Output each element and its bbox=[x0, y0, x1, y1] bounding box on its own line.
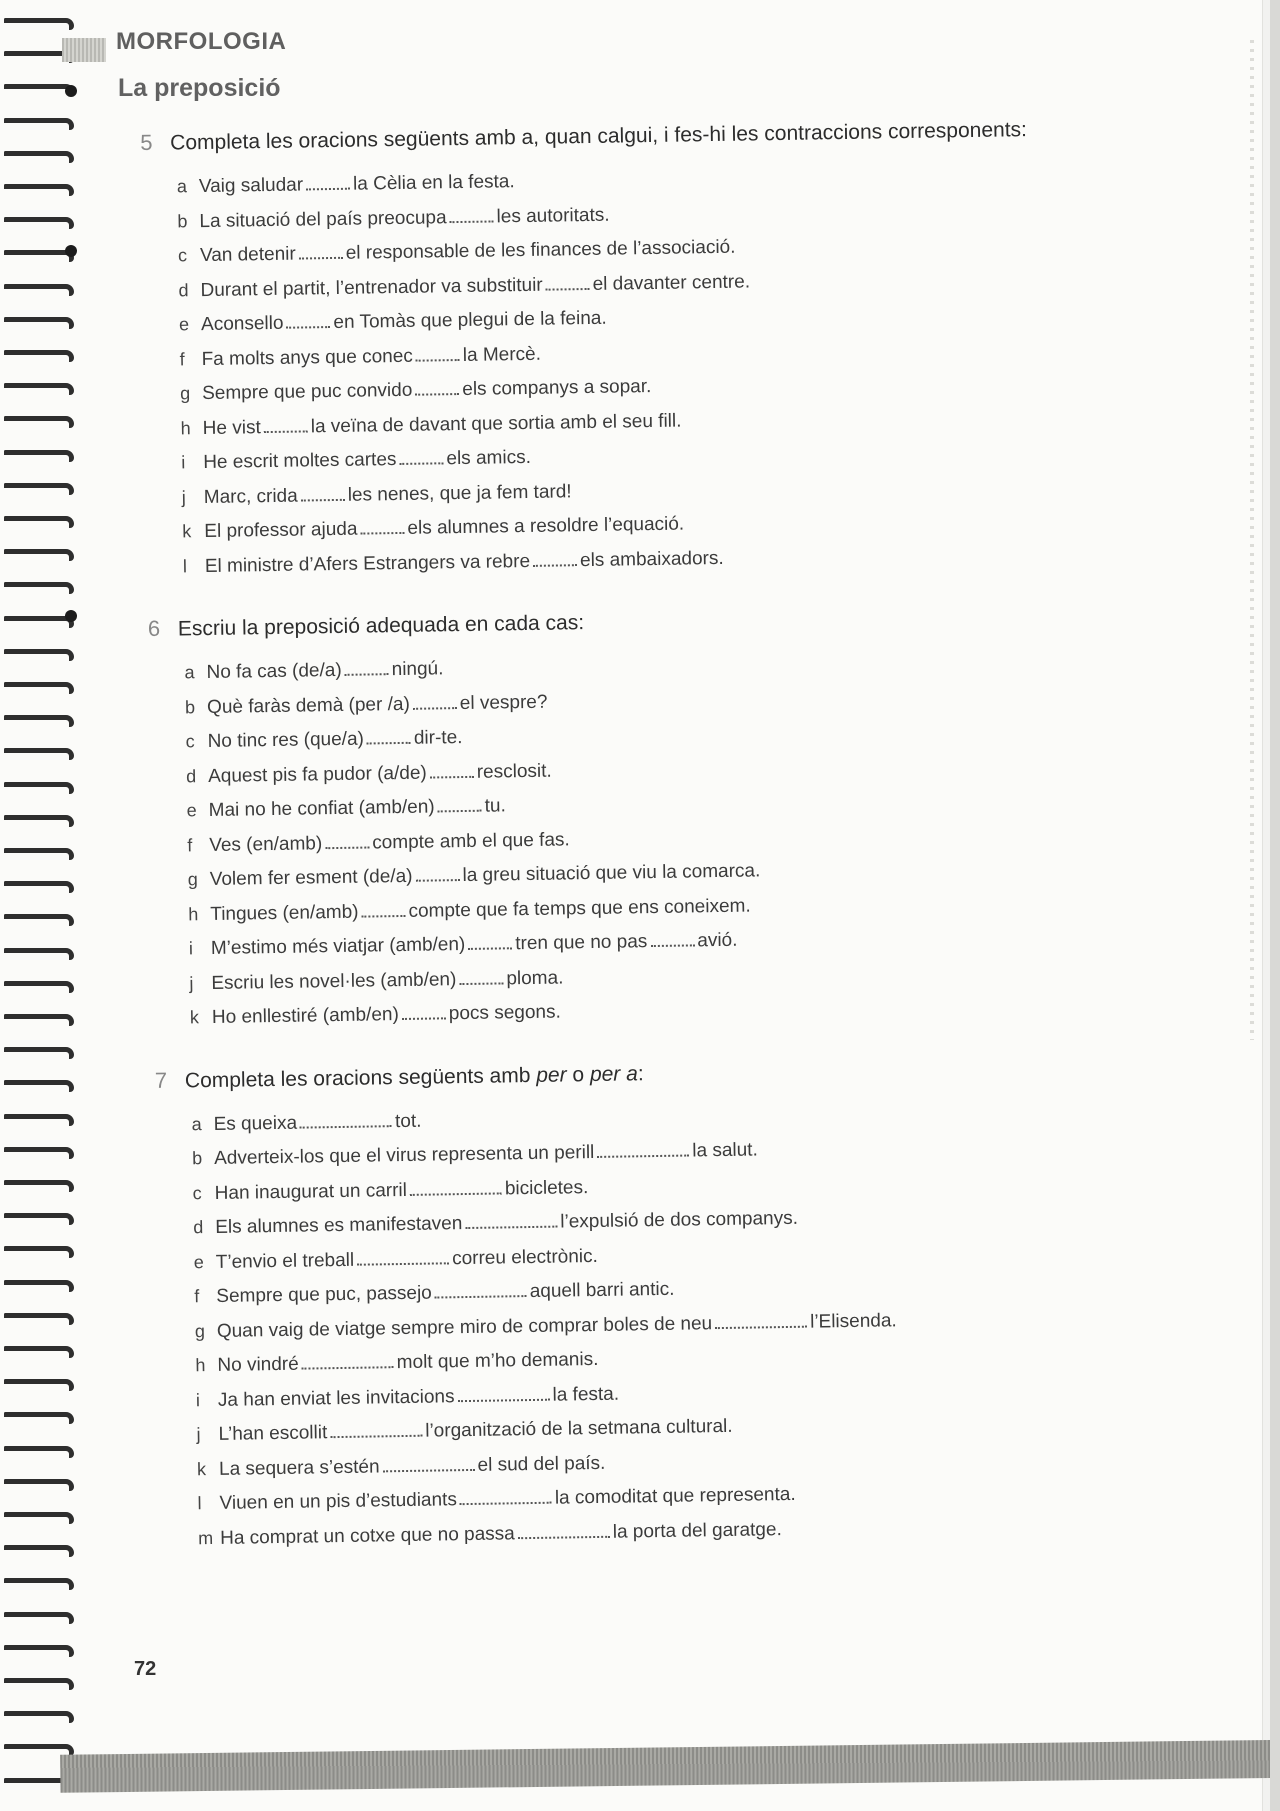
item-text-before: La sequera s’estén bbox=[218, 1455, 380, 1480]
spiral-ring bbox=[4, 516, 74, 528]
item-text-before: Escriu les novel·les (amb/en) bbox=[211, 968, 457, 994]
punch-hole bbox=[65, 610, 77, 622]
item-text-after: el sud del país. bbox=[477, 1452, 606, 1476]
spiral-ring bbox=[4, 1412, 74, 1424]
item-letter: l bbox=[182, 555, 188, 576]
spiral-ring bbox=[4, 1313, 74, 1325]
item-text-after: la festa. bbox=[552, 1383, 620, 1406]
item-text-before: He vist bbox=[202, 416, 261, 439]
item-text-after: el davanter centre. bbox=[592, 270, 751, 295]
answer-blank[interactable] bbox=[458, 1394, 550, 1401]
item-text-after: dir-te. bbox=[413, 727, 463, 749]
answer-blank[interactable] bbox=[415, 389, 459, 396]
item-text-after: els companys a sopar. bbox=[462, 376, 652, 400]
answer-blank[interactable] bbox=[416, 355, 460, 362]
spiral-ring bbox=[4, 1379, 74, 1391]
spiral-ring bbox=[4, 1180, 74, 1192]
item-text-before: La situació del país preocupa bbox=[199, 206, 447, 232]
item-text-after: l’organització de la setmana cultural. bbox=[425, 1415, 733, 1442]
item-text-after: l’expulsió de dos companys. bbox=[560, 1207, 799, 1233]
item-text-before: T’envio el treball bbox=[215, 1249, 355, 1273]
item-text-after: tot. bbox=[394, 1110, 422, 1132]
item-text-before: Ves (en/amb) bbox=[209, 832, 323, 856]
item-letter: g bbox=[194, 1320, 206, 1341]
answer-blank[interactable] bbox=[518, 1531, 610, 1538]
item-letter: j bbox=[181, 486, 186, 507]
exercise-instruction: Completa les oracions següents amb a, quan calgui, i fes-hi les contraccions corresponents: bbox=[170, 118, 1028, 155]
answer-blank[interactable] bbox=[345, 669, 389, 676]
spiral-ring bbox=[4, 815, 74, 827]
item-text-after: resclosit. bbox=[476, 760, 552, 783]
item-text-before: Tingues (en/amb) bbox=[210, 901, 359, 925]
page-edge bbox=[1262, 0, 1270, 1811]
spiral-ring bbox=[4, 151, 74, 163]
spiral-ring bbox=[4, 1678, 74, 1690]
answer-blank[interactable] bbox=[300, 1121, 392, 1128]
item-text-after: el responsable de les finances de l’associació. bbox=[345, 236, 736, 264]
item-letter: c bbox=[185, 731, 195, 752]
item-text-before: Vaig saludar bbox=[198, 174, 304, 198]
item-letter: c bbox=[177, 245, 188, 266]
answer-blank[interactable] bbox=[460, 1498, 552, 1505]
item-text-before: M’estimo més viatjar (amb/en) bbox=[210, 933, 466, 959]
exercise-title bbox=[148, 601, 1068, 641]
spiral-ring bbox=[4, 1512, 74, 1524]
spiral-ring bbox=[4, 1213, 74, 1225]
spiral-ring bbox=[4, 549, 74, 561]
item-text-before: No tinc res (que/a) bbox=[207, 728, 365, 753]
spiral-ring bbox=[4, 18, 74, 30]
item-text-after: pocs segons. bbox=[448, 1001, 561, 1025]
answer-blank[interactable] bbox=[715, 1321, 807, 1328]
item-text-after: les autoritats. bbox=[496, 204, 610, 227]
item-text-before: Aconsello bbox=[200, 312, 284, 336]
item-text-before: Aquest pis fa pudor (a/de) bbox=[207, 762, 427, 787]
item-text-after: la veïna de davant que sortia amb el seu fill. bbox=[310, 410, 682, 437]
scan-artifact bbox=[1250, 40, 1254, 1040]
item-letter: i bbox=[195, 1389, 201, 1410]
item-text-before: Sempre que puc, passejo bbox=[216, 1282, 432, 1307]
spiral-ring bbox=[4, 649, 74, 661]
item-text-after: molt que m’ho demanis. bbox=[396, 1348, 599, 1374]
item-text-before: Sempre que puc convido bbox=[201, 379, 413, 405]
answer-blank[interactable] bbox=[299, 253, 343, 260]
answer-blank[interactable] bbox=[383, 1464, 475, 1471]
item-text-before: Els alumnes es manifestaven bbox=[215, 1213, 463, 1238]
item-letter: e bbox=[186, 800, 197, 821]
item-letter: a bbox=[191, 1113, 202, 1134]
spiral-ring bbox=[4, 1578, 74, 1590]
spiral-ring bbox=[4, 914, 74, 926]
answer-blank[interactable] bbox=[357, 1258, 449, 1265]
exercise-6 bbox=[148, 601, 1074, 1035]
item-text-before: He escrit moltes cartes bbox=[203, 449, 397, 474]
answer-blank[interactable] bbox=[286, 322, 330, 329]
answer-blank[interactable] bbox=[360, 528, 404, 535]
item-text-before: Què faràs demà (per /a) bbox=[206, 693, 410, 718]
item-text-before: No fa cas (de/a) bbox=[206, 659, 342, 684]
spiral-ring bbox=[4, 1479, 74, 1491]
exercise-title bbox=[140, 116, 1060, 156]
item-letter: f bbox=[179, 348, 185, 369]
spiral-ring bbox=[4, 748, 74, 760]
spiral-ring bbox=[4, 582, 74, 594]
item-text-before: Volem fer esment (de/a) bbox=[209, 865, 413, 890]
item-text-after: en Tomàs que plegui de la feina. bbox=[333, 307, 607, 333]
answer-blank[interactable] bbox=[402, 1013, 446, 1020]
item-text-after: els alumnes a resoldre l’equació. bbox=[407, 513, 685, 539]
item-text-before: Ja han enviat les invitacions bbox=[217, 1385, 455, 1411]
item-letter: e bbox=[178, 314, 190, 335]
section-title: MORFOLOGIA bbox=[116, 28, 287, 55]
spiral-ring bbox=[4, 383, 74, 395]
item-text-after: ploma. bbox=[506, 966, 564, 989]
answer-blank[interactable] bbox=[465, 1222, 557, 1229]
item-letter: a bbox=[184, 662, 195, 683]
exercises-content bbox=[140, 116, 1083, 1588]
item-text-after: el vespre? bbox=[459, 691, 548, 714]
item-letter: f bbox=[194, 1286, 200, 1307]
item-text-before: No vindré bbox=[217, 1353, 299, 1376]
spiral-ring bbox=[4, 184, 74, 196]
punch-hole bbox=[65, 245, 77, 257]
item-text-before: L’han escollit bbox=[218, 1422, 328, 1445]
answer-blank[interactable] bbox=[330, 1431, 422, 1438]
spiral-ring bbox=[4, 1080, 74, 1092]
item-text-after: els ambaixadors. bbox=[579, 547, 724, 571]
spiral-ring bbox=[4, 1047, 74, 1059]
item-letter: g bbox=[179, 383, 191, 404]
item-letter: d bbox=[185, 765, 197, 786]
answer-blank[interactable] bbox=[450, 216, 494, 223]
answer-blank[interactable] bbox=[650, 940, 694, 947]
item-letter: a bbox=[176, 176, 188, 197]
answer-blank[interactable] bbox=[367, 738, 411, 745]
answer-blank[interactable] bbox=[325, 842, 369, 849]
spiral-ring bbox=[4, 948, 74, 960]
item-text-after: la comoditat que representa. bbox=[554, 1483, 796, 1509]
exercise-number: 5 bbox=[140, 129, 153, 155]
answer-blank[interactable] bbox=[533, 560, 577, 567]
item-text-after: avió. bbox=[697, 929, 738, 952]
item-letter: l bbox=[197, 1493, 202, 1514]
item-text-before: Han inaugurat un carril bbox=[214, 1179, 408, 1204]
item-text-before: Ho enllestiré (amb/en) bbox=[211, 1004, 400, 1028]
exercise-instruction: Escriu la preposició adequada en cada cas: bbox=[177, 611, 585, 641]
footer-band bbox=[60, 1740, 1270, 1793]
item-text-before: Quan vaig de viatge sempre miro de comprar boles de neu bbox=[216, 1312, 713, 1342]
spiral-ring bbox=[4, 1147, 74, 1159]
spiral-ring bbox=[4, 981, 74, 993]
spiral-ring bbox=[4, 616, 74, 628]
answer-blank[interactable] bbox=[459, 978, 503, 985]
page-subtitle: La preposició bbox=[118, 74, 281, 102]
exercise-items bbox=[148, 641, 1074, 1035]
answer-blank[interactable] bbox=[302, 1362, 394, 1369]
item-letter: j bbox=[189, 972, 194, 993]
item-letter: k bbox=[189, 1007, 200, 1028]
item-letter: e bbox=[193, 1251, 204, 1272]
item-text-after: aquell barri antic. bbox=[529, 1278, 675, 1303]
exercise-7 bbox=[155, 1053, 1083, 1556]
item-text-after: la Mercè. bbox=[462, 343, 542, 366]
answer-blank[interactable] bbox=[361, 910, 405, 917]
page-number: 72 bbox=[134, 1658, 157, 1680]
answer-blank[interactable] bbox=[435, 1291, 527, 1298]
item-text-after: compte que fa temps que ens coneixem. bbox=[408, 895, 751, 922]
spiral-ring bbox=[4, 317, 74, 329]
item-text-after: les nenes, que ja fem tard! bbox=[347, 480, 572, 506]
exercise-title bbox=[155, 1053, 1075, 1093]
item-text-before: Fa molts anys que conec bbox=[201, 345, 413, 370]
item-letter: i bbox=[188, 938, 194, 959]
item-text-after: bicicletes. bbox=[504, 1176, 589, 1199]
item-letter: d bbox=[178, 279, 189, 300]
spiral-ring bbox=[4, 1612, 74, 1624]
spiral-ring bbox=[4, 350, 74, 362]
item-letter: i bbox=[181, 452, 186, 473]
item-letter: g bbox=[187, 869, 198, 890]
item-letter: h bbox=[180, 417, 191, 438]
exercise-instruction: Completa les oracions següents amb per o per a: bbox=[184, 1061, 644, 1092]
item-text-after: la Cèlia en la festa. bbox=[352, 171, 515, 195]
answer-blank[interactable] bbox=[413, 703, 457, 710]
exercise-number: 6 bbox=[147, 615, 161, 641]
item-letter: b bbox=[192, 1148, 203, 1169]
item-text-before: Van detenir bbox=[199, 243, 296, 267]
item-letter: h bbox=[188, 903, 199, 924]
item-letter: b bbox=[184, 696, 196, 717]
spiral-ring bbox=[4, 217, 74, 229]
section-marker bbox=[62, 38, 106, 62]
spiral-ring bbox=[4, 84, 74, 96]
item-letter: c bbox=[192, 1182, 202, 1203]
spiral-ring bbox=[4, 1280, 74, 1292]
item-text-after: l’Elisenda. bbox=[809, 1309, 897, 1333]
spiral-ring bbox=[4, 1014, 74, 1026]
spiral-ring bbox=[4, 1346, 74, 1358]
spiral-ring bbox=[4, 1246, 74, 1258]
item-text-after: correu electrònic. bbox=[451, 1245, 598, 1269]
item-text-before: El ministre d’Afers Estrangers va rebre bbox=[204, 550, 531, 577]
answer-blank[interactable] bbox=[410, 1188, 502, 1195]
answer-blank[interactable] bbox=[416, 875, 460, 882]
exercise-items bbox=[155, 1093, 1082, 1556]
item-letter: b bbox=[177, 210, 188, 231]
item-text-after: tu. bbox=[484, 795, 506, 817]
punch-hole bbox=[65, 85, 77, 97]
answer-blank[interactable] bbox=[546, 283, 590, 290]
item-letter: j bbox=[196, 1424, 201, 1445]
spiral-ring bbox=[4, 250, 74, 262]
spiral-ring bbox=[4, 1446, 74, 1458]
exercise-items bbox=[141, 156, 1067, 584]
spiral-ring bbox=[4, 715, 74, 727]
spiral-ring bbox=[4, 1114, 74, 1126]
item-letter: k bbox=[196, 1458, 207, 1479]
spiral-ring bbox=[4, 881, 74, 893]
answer-blank[interactable] bbox=[438, 806, 482, 813]
answer-blank[interactable] bbox=[306, 184, 350, 191]
exercise-number: 7 bbox=[154, 1067, 168, 1093]
item-text-before: Mai no he confiat (amb/en) bbox=[208, 796, 435, 822]
answer-blank[interactable] bbox=[264, 426, 308, 433]
item-text-after: la salut. bbox=[692, 1139, 758, 1162]
item-text-after: tren que no pas bbox=[515, 931, 648, 955]
spiral-ring bbox=[4, 118, 74, 130]
spiral-ring bbox=[4, 1645, 74, 1657]
spiral-ring bbox=[4, 782, 74, 794]
item-letter: d bbox=[193, 1217, 204, 1238]
item-text-before: Es queixa bbox=[213, 1112, 298, 1135]
item-text-after: la porta del garatge. bbox=[612, 1518, 782, 1543]
answer-blank[interactable] bbox=[399, 458, 443, 465]
item-letter: h bbox=[195, 1355, 206, 1376]
item-text-before: Durant el partit, l’entrenador va substituir bbox=[200, 274, 543, 301]
item-text-before: Ha comprat un cotxe que no passa bbox=[219, 1522, 515, 1549]
item-letter: m bbox=[197, 1527, 214, 1548]
spiral-ring bbox=[4, 682, 74, 694]
spiral-ring bbox=[4, 483, 74, 495]
spiral-ring bbox=[4, 284, 74, 296]
spiral-binding bbox=[0, 0, 80, 1811]
answer-blank[interactable] bbox=[597, 1150, 689, 1157]
answer-blank[interactable] bbox=[430, 771, 474, 778]
spiral-ring bbox=[4, 848, 74, 860]
spiral-ring bbox=[4, 1711, 74, 1723]
spiral-ring bbox=[4, 416, 74, 428]
spiral-ring bbox=[4, 450, 74, 462]
item-text-after: compte amb el que fas. bbox=[372, 828, 570, 853]
item-letter: f bbox=[187, 834, 193, 855]
item-text-after: la greu situació que viu la comarca. bbox=[462, 860, 761, 887]
item-text-after: ningú. bbox=[391, 658, 444, 681]
exercise-5 bbox=[140, 116, 1067, 584]
item-text-before: El professor ajuda bbox=[204, 518, 358, 543]
item-text-before: Adverteix-los que el virus representa un perill bbox=[213, 1141, 595, 1169]
item-text-before: Marc, crida bbox=[203, 485, 298, 508]
item-text-after: els amics. bbox=[446, 446, 532, 470]
spiral-ring bbox=[4, 1545, 74, 1557]
item-letter: k bbox=[182, 521, 192, 542]
answer-blank[interactable] bbox=[468, 943, 512, 950]
answer-blank[interactable] bbox=[301, 494, 345, 501]
item-text-before: Viuen en un pis d’estudiants bbox=[219, 1489, 458, 1514]
